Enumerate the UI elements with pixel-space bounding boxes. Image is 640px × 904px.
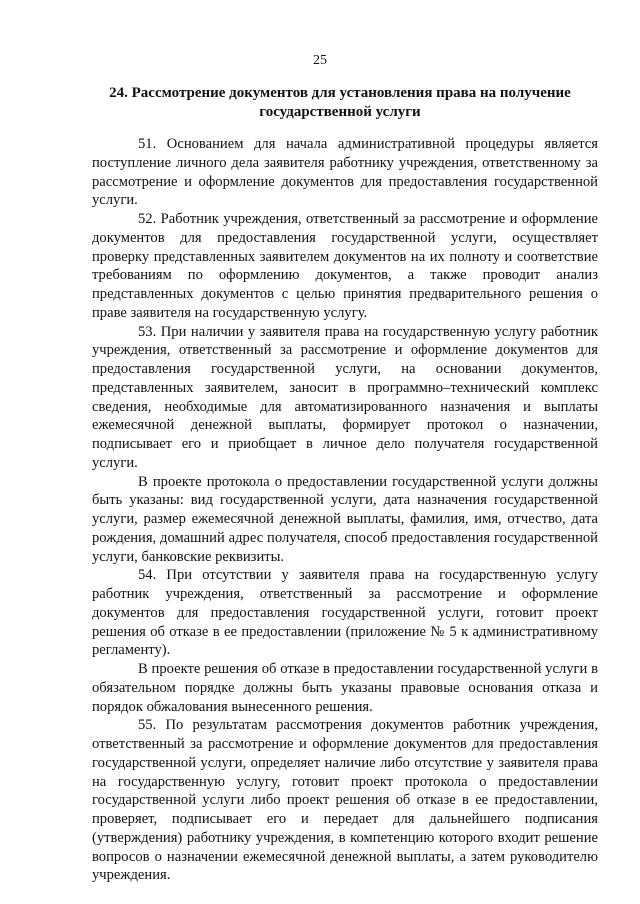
paragraph-55: 55. По результатам рассмотрения документов работник учреждения, ответственный за рассмотрение и оформление документов для предоставления государственной услуги, определяет наличие либо отсутствие у заявителя права на государственную услугу, готовит проект протокола о предоставлении государственной услуги либо проект решения об отказе в ее предоставлении, проверяет, подписывает его и передает для дальнейшего подписания (утверждения) работнику учреждения, в компетенцию которого входит решение вопросов о назначении ежемесячной денежной выплаты, а затем руководителю учреждения.: [92, 717, 598, 884]
section-heading: 24. Рассмотрение документов для установления права на получение государственной услуги: [109, 85, 571, 120]
paragraph-51: 51. Основанием для начала административной процедуры является поступление личного дела заявителя работнику учреждения, ответственному за рассмотрение и оформление документов для предоставления государственной услуги.: [92, 136, 598, 209]
paragraph-52: 52. Работник учреждения, ответственный за рассмотрение и оформление документов для предоставления государственной услуги, осуществляет проверку представленных заявителем документов на их полноту и соответствие требованиям по оформлению документов, а также проводит анализ представленных документов с целью принятия предварительного решения о праве заявителя на государственную услугу.: [92, 211, 598, 321]
paragraph-protocol-contents: В проекте протокола о предоставлении государственной услуги должны быть указаны: вид государственной услуги, дата назначения государственной услуги, размер ежемесячной денежной выплаты, фамилия, имя, отчество, дата рождения, домашний адрес получателя, способ предоставления государственной услуги, банковские реквизиты.: [92, 473, 598, 565]
page-number: 25: [313, 53, 327, 68]
paragraph-refusal-contents: В проекте решения об отказе в предоставлении государственной услуги в обязательном порядке должны быть указаны правовые основания отказа и порядок обжалования вынесенного решения.: [92, 661, 598, 715]
paragraph-54: 54. При отсутствии у заявителя права на государственную услугу работник учреждения, ответственный за рассмотрение и оформление документов для предоставления государственной услуги, готовит проект решения об отказе в ее предоставлении (приложение № 5 к административному регламенту).: [92, 567, 598, 659]
paragraph-53: 53. При наличии у заявителя права на государственную услугу работник учреждения, ответственный за рассмотрение и оформление документов для предоставления государственной услуги, на основании документов, представленных заявителем, заносит в программно–технический комплекс сведения, необходимые для автоматизированного назначения и выплаты ежемесячной денежной выплаты, формирует протокол о назначении, подписывает его и приобщает в личное дело получателя государственной услуги.: [92, 323, 598, 471]
document-body: [92, 135, 598, 885]
